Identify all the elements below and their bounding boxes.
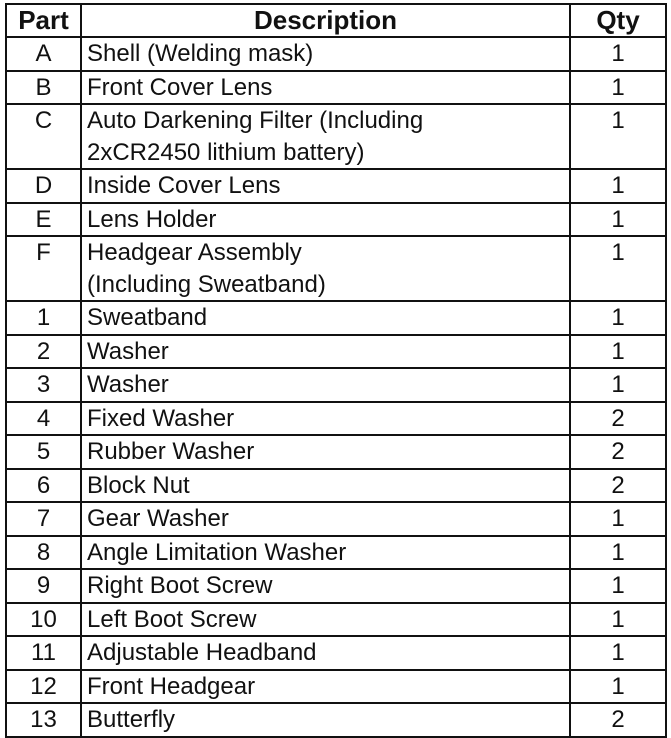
qty-cell: 2	[570, 469, 666, 503]
part-cell: 8	[6, 536, 81, 570]
part-cell: 6	[6, 469, 81, 503]
table-row	[6, 335, 666, 369]
qty-cell: 2	[570, 402, 666, 436]
description-line: Shell (Welding mask)	[87, 40, 314, 67]
description-cell	[81, 236, 570, 301]
header-part: Part	[6, 4, 81, 37]
description-line: Rubber Washer	[87, 438, 255, 465]
qty-cell: 1	[570, 368, 666, 402]
description-line: Angle Limitation Washer	[87, 538, 347, 566]
description-line: Lens Holder	[87, 205, 217, 233]
qty-cell: 1	[570, 603, 666, 637]
description-line: Front Headgear	[87, 672, 256, 700]
part-cell: 7	[6, 502, 81, 536]
table-row	[6, 636, 666, 670]
description-cell	[81, 670, 570, 704]
table-row	[6, 203, 666, 237]
description-line: 2xCR2450 lithium battery)	[87, 138, 365, 166]
qty-cell: 2	[570, 435, 666, 469]
description-cell	[81, 71, 570, 105]
table-body	[6, 37, 666, 737]
description-cell	[81, 104, 570, 169]
part-cell: 10	[6, 603, 81, 637]
qty-cell: 1	[570, 670, 666, 704]
description-line: Fixed Washer	[87, 404, 235, 432]
description-line: Auto Darkening Filter (Including	[87, 107, 424, 134]
qty-cell: 1	[570, 169, 666, 203]
description-cell	[81, 569, 570, 603]
qty-cell: 1	[570, 71, 666, 105]
description-cell	[81, 502, 570, 536]
header-qty: Qty	[570, 4, 666, 37]
table-row	[6, 236, 666, 301]
part-cell: A	[6, 37, 81, 71]
part-cell: D	[6, 169, 81, 203]
description-cell	[81, 37, 570, 71]
table-row	[6, 502, 666, 536]
part-cell: 9	[6, 569, 81, 603]
table-row	[6, 670, 666, 704]
description-cell	[81, 169, 570, 203]
header-row	[6, 4, 666, 37]
table-row	[6, 435, 666, 469]
part-cell: 1	[6, 301, 81, 335]
table-row	[6, 301, 666, 335]
table-row	[6, 104, 666, 169]
table-row	[6, 37, 666, 71]
qty-cell: 1	[570, 335, 666, 369]
part-cell: 5	[6, 435, 81, 469]
description-cell	[81, 301, 570, 335]
qty-cell: 1	[570, 301, 666, 335]
part-cell: 12	[6, 670, 81, 704]
part-cell: 13	[6, 703, 81, 737]
qty-cell: 1	[570, 569, 666, 603]
table-row	[6, 569, 666, 603]
qty-cell: 1	[570, 236, 666, 301]
description-line: Front Cover Lens	[87, 73, 273, 101]
description-cell	[81, 335, 570, 369]
table-row	[6, 402, 666, 436]
part-cell: 3	[6, 368, 81, 402]
description-cell	[81, 469, 570, 503]
qty-cell: 1	[570, 502, 666, 536]
table-row	[6, 603, 666, 637]
description-cell	[81, 636, 570, 670]
part-cell: 2	[6, 335, 81, 369]
description-line: Gear Washer	[87, 505, 229, 532]
part-cell: C	[6, 104, 81, 169]
part-cell: 11	[6, 636, 81, 670]
description-cell	[81, 536, 570, 570]
table-header	[6, 4, 666, 37]
table-row	[6, 469, 666, 503]
parts-table	[5, 3, 667, 738]
description-line: Inside Cover Lens	[87, 172, 281, 199]
table-row	[6, 169, 666, 203]
qty-cell: 1	[570, 536, 666, 570]
table-row	[6, 71, 666, 105]
description-line: Washer	[87, 371, 169, 398]
description-line: Washer	[87, 337, 169, 365]
description-line: Adjustable Headband	[87, 639, 317, 666]
description-line: Block Nut	[87, 471, 190, 499]
table-row	[6, 368, 666, 402]
description-cell	[81, 203, 570, 237]
description-cell	[81, 368, 570, 402]
qty-cell: 1	[570, 37, 666, 71]
description-cell	[81, 703, 570, 737]
description-line: Right Boot Screw	[87, 572, 273, 599]
qty-cell: 2	[570, 703, 666, 737]
part-cell: F	[6, 236, 81, 301]
part-cell: B	[6, 71, 81, 105]
header-description: Description	[81, 4, 570, 37]
table-row	[6, 703, 666, 737]
description-line: Headgear Assembly	[87, 239, 302, 266]
description-line: Sweatband	[87, 304, 208, 331]
description-cell	[81, 603, 570, 637]
part-cell: E	[6, 203, 81, 237]
qty-cell: 1	[570, 104, 666, 169]
description-cell	[81, 435, 570, 469]
description-line: (Including Sweatband)	[87, 270, 326, 298]
qty-cell: 1	[570, 636, 666, 670]
part-cell: 4	[6, 402, 81, 436]
description-line: Left Boot Screw	[87, 605, 257, 633]
table-row	[6, 536, 666, 570]
qty-cell: 1	[570, 203, 666, 237]
description-cell	[81, 402, 570, 436]
description-line: Butterfly	[87, 706, 176, 733]
